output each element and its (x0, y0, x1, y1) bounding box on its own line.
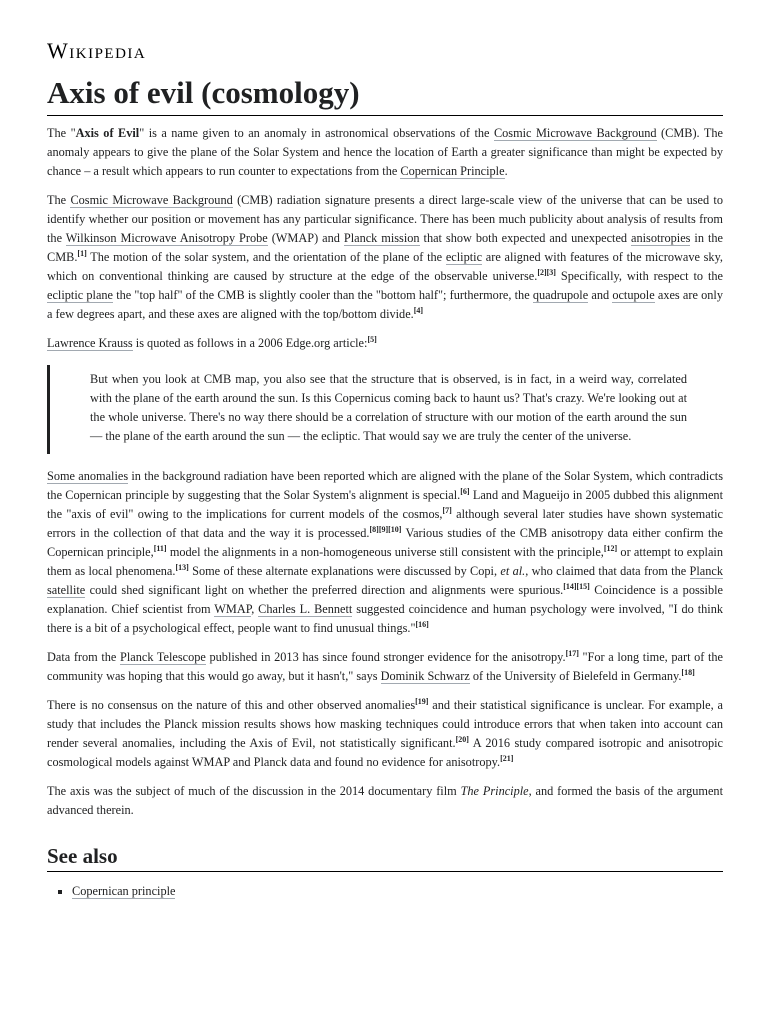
ref-18[interactable]: [18] (681, 667, 695, 677)
ref-7[interactable]: [7] (442, 505, 452, 515)
link-charles-bennett[interactable]: Charles L. Bennett (258, 602, 353, 616)
paragraph-cmb: The Cosmic Microwave Background (CMB) radiation signature presents a direct large-scale view of the universe that can be used to identify whether our position or movement has any particular significance. There has been much publicity about analysis of results from the Wilkinson Microwave Anisotropy Probe (WMAP) and Planck mission that show both expected and unexpected anisotropies in the CMB.[1] The motion of the solar system, and the orientation of the plane of the ecliptic are aligned with features of the microwave sky, which on conventional thinking are caused by structure at the edge of the observable universe.[2][3] Specifically, with respect to the ecliptic plane the "top half" of the CMB is slightly cooler than the "bottom half"; furthermore, the quadrupole and octupole axes are only a few degrees apart, and these axes are aligned with the top/bottom divide.[4] (47, 193, 724, 321)
link-ecliptic-plane[interactable]: ecliptic plane (47, 288, 114, 302)
ref-14-15[interactable]: [14][15] (563, 581, 590, 591)
link-planck-mission[interactable]: Planck mission (343, 231, 420, 245)
bold-term: Axis of Evil (75, 126, 140, 140)
paragraph-anomalies: Some anomalies in the background radiation have been reported which are aligned with the plane of the Solar System, which contradicts the Copernican principle by suggesting that the Solar System's alignment is special.[6] Land and Magueijo in 2005 dubbed this alignment the "axis of evil" owing to the implications for current models of the cosmos,[7] although several later studies have shown systematic errors in the collection of that data and the way it is processed.[8][9][10] Various studies of the CMB anisotropy data either confirm the Copernican principle,[11] model the alignments in a non-homogeneous universe still consistent with the principle,[12] or attempt to explain them as local phenomena.[13] Some of these alternate explanations were discussed by Copi, et al., who claimed that data from the Planck satellite could shed significant light on whether the preferred direction and alignments were spurious.[14][15] Coincidence is a possible explanation. Chief scientist from WMAP, Charles L. Bennett suggested coincidence and human psychology were involved, "I do think there is a bit of a psychological effect, people want to find unusual things."[16] (47, 469, 723, 635)
ref-4[interactable]: [4] (413, 305, 424, 315)
ref-19[interactable]: [19] (415, 696, 429, 706)
ref-17[interactable]: [17] (565, 648, 579, 658)
link-quadrupole[interactable]: quadrupole (532, 288, 589, 302)
ref-13[interactable]: [13] (175, 562, 189, 572)
ref-6[interactable]: [6] (460, 486, 470, 496)
link-some-anomalies[interactable]: Some anomalies (47, 469, 129, 483)
link-cmb-2[interactable]: Cosmic Microwave Background (70, 193, 233, 207)
page-title: Axis of evil (cosmology) (47, 74, 723, 116)
ref-5[interactable]: [5] (367, 334, 377, 344)
italic-et-al: et al. (500, 564, 526, 578)
see-also-list (47, 882, 723, 901)
link-wmap-probe[interactable]: Wilkinson Microwave Anisotropy Probe (65, 231, 268, 245)
paragraph-documentary: The axis was the subject of much of the discussion in the 2014 documentary film The Principle, and formed the basis of the argument advanced therein. (47, 784, 723, 817)
see-also-heading: See also (47, 842, 723, 872)
ref-16[interactable]: [16] (415, 619, 429, 629)
link-octupole[interactable]: octupole (612, 288, 655, 302)
link-wmap[interactable]: WMAP (214, 602, 252, 616)
ref-21[interactable]: [21] (500, 753, 514, 763)
ref-12[interactable]: [12] (603, 543, 618, 553)
wikipedia-logo[interactable]: Wikipedia (47, 38, 147, 63)
link-see-also-copernican[interactable]: Copernican principle (72, 884, 176, 898)
link-anisotropies[interactable]: anisotropies (631, 231, 691, 245)
link-planck-telescope[interactable]: Planck Telescope (120, 650, 206, 664)
link-dominik-schwarz[interactable]: Dominik Schwarz (380, 669, 470, 683)
paragraph-krauss: Lawrence Krauss is quoted as follows in a 2006 Edge.org article:[5] (47, 334, 377, 350)
link-lawrence-krauss[interactable]: Lawrence Krauss (47, 336, 133, 350)
ref-8-10[interactable]: [8][9][10] (369, 524, 402, 534)
paragraph-planck: Data from the Planck Telescope published in 2013 has since found stronger evidence for the anisotropy.[17] "For a long time, part of the community was hoping that this would go away, but it hasn't," says Dominik Schwarz of the University of Bielefeld in Germany.[18] (47, 648, 723, 683)
ref-2[interactable]: [2] (537, 267, 547, 277)
paragraph-intro: The "Axis of Evil" is a name given to an anomaly in astronomical observations of the Cosmic Microwave Background (CMB). The anomaly appears to give the plane of the Solar System and hence the location of Earth a greater significance than might be expected by chance – a result which appears to run counter to expectations from the Copernican Principle. (47, 126, 723, 178)
article-page (47, 0, 723, 901)
link-planck-satellite[interactable]: Planck satellite (47, 564, 723, 597)
ref-20[interactable]: [20] (455, 734, 469, 744)
link-copernican-principle[interactable]: Copernican Principle (400, 164, 505, 178)
link-ecliptic[interactable]: ecliptic (445, 250, 483, 264)
krauss-quote (47, 365, 687, 454)
list-item (72, 882, 723, 901)
ref-3[interactable]: [3] (546, 267, 556, 277)
ref-1[interactable]: [1] (77, 248, 87, 258)
ref-11[interactable]: [11] (153, 543, 167, 553)
paragraph-consensus: There is no consensus on the nature of this and other observed anomalies[19] and their statistical significance is unclear. For example, a study that includes the Planck mission results shows how masking techniques could introduce errors that when taken into account can render several anomalies, including the Axis of Evil, not statistically significant.[20] A 2016 study compared isotropic and anisotropic cosmological models against WMAP and Planck data and found no evidence for anisotropy.[21] (47, 696, 723, 769)
link-cmb[interactable]: Cosmic Microwave Background (493, 126, 657, 140)
quote-text: But when you look at CMB map, you also see that the structure that is observed, is in fact, in a weird way, correlated with the plane of the earth around the sun. Is this Copernicus coming back to haunt us? That's crazy. We're looking out at the whole universe. There's no way there should be a correlation of structure with our motion of the earth around the sun — the plane of the earth around the sun — the ecliptic. That would say we are truly the center of the universe. (90, 372, 687, 443)
italic-film-title: The Principle (460, 784, 529, 798)
